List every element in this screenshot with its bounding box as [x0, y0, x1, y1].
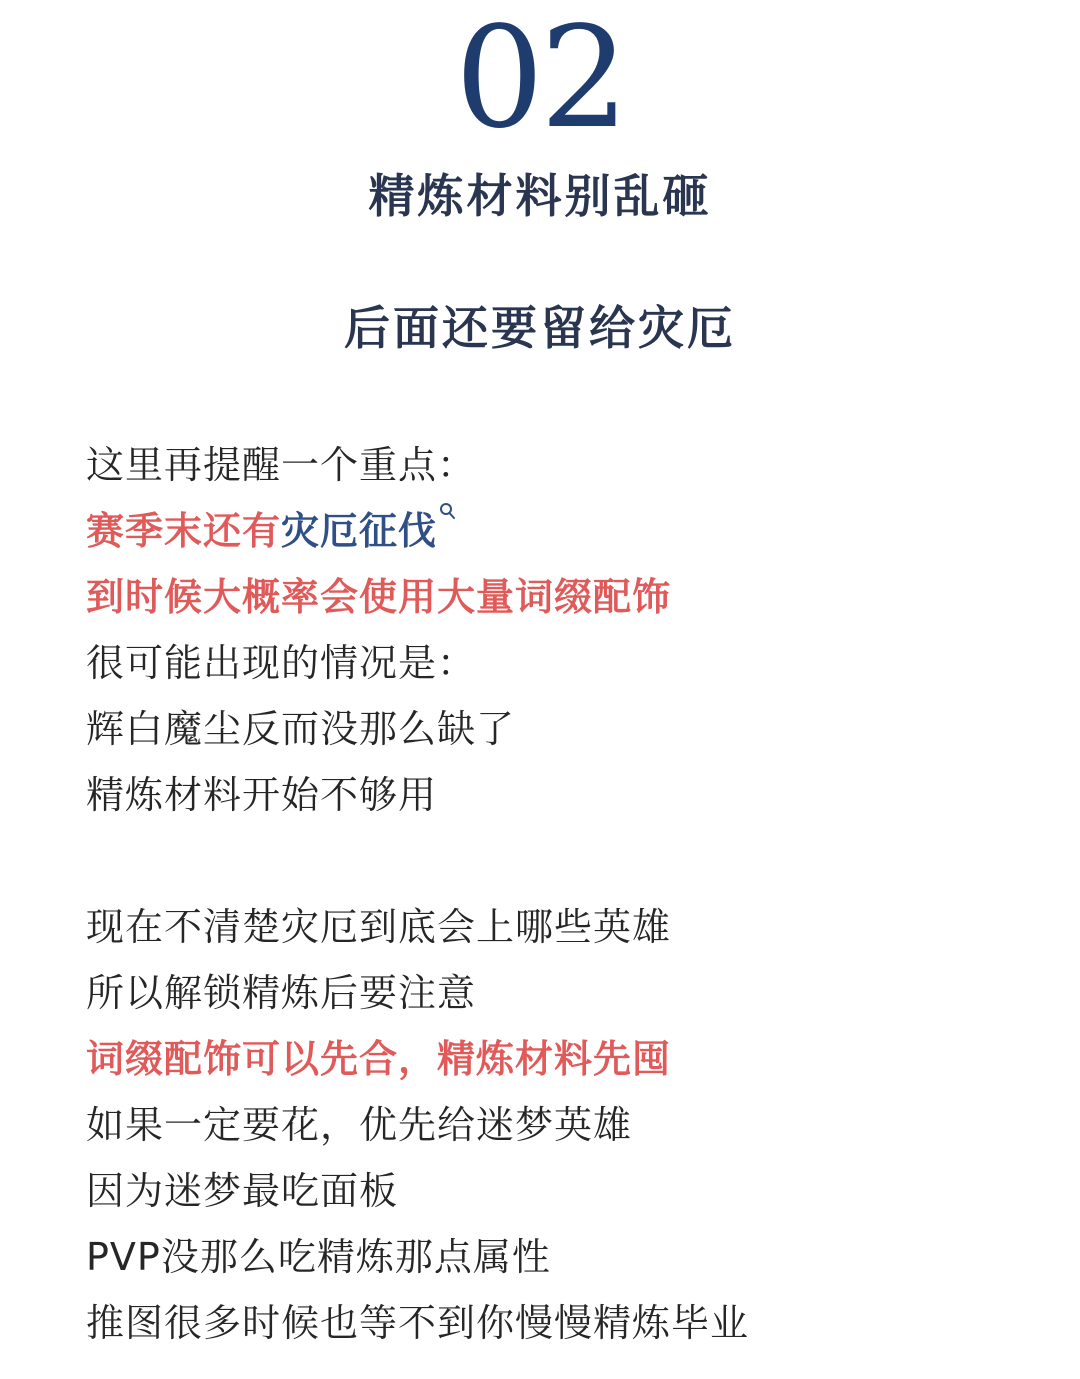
section-number: 02	[454, 0, 626, 160]
body-line: 很可能出现的情况是：	[86, 641, 477, 685]
search-icon[interactable]	[439, 502, 457, 524]
search-link[interactable]: 灾厄征伐	[281, 509, 438, 553]
body-line-highlight	[86, 498, 1046, 564]
section-title-line-2: 后面还要留给灾厄	[344, 301, 736, 355]
body-line: 辉白魔尘反而没那么缺了	[86, 707, 516, 751]
body-line: 精炼材料开始不够用	[86, 773, 438, 817]
body-line: 因为迷梦最吃面板	[86, 1169, 399, 1213]
article-body	[86, 432, 1046, 1356]
body-line: 现在不清楚灾厄到底会上哪些英雄	[86, 905, 672, 949]
body-line-highlight: 词缀配饰可以先合，精炼材料先囤	[86, 1037, 672, 1081]
body-line: PVP没那么吃精炼那点属性	[86, 1235, 551, 1279]
section-title-line-1: 精炼材料别乱砸	[368, 169, 712, 223]
body-line-highlight: 到时候大概率会使用大量词缀配饰	[86, 575, 672, 619]
highlight-text: 赛季末还有	[86, 509, 282, 553]
body-line: 如果一定要花，优先给迷梦英雄	[86, 1103, 633, 1147]
body-line: 推图很多时候也等不到你慢慢精炼毕业	[86, 1301, 750, 1345]
body-line: 所以解锁精炼后要注意	[86, 971, 477, 1015]
paragraph-gap	[86, 828, 1046, 894]
body-line: 这里再提醒一个重点：	[86, 443, 477, 487]
